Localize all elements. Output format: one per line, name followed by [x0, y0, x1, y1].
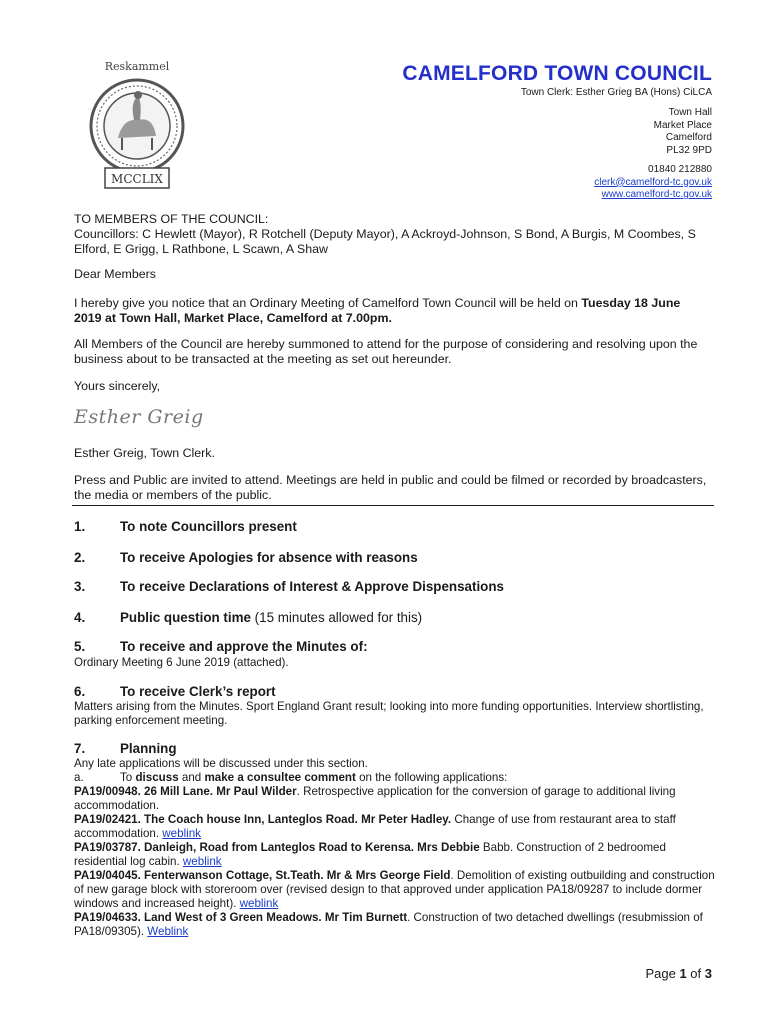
application-ref: PA19/02421. The Coach house Inn, Lanteglos Road. Mr Peter Hadley. — [74, 813, 452, 826]
weblink[interactable]: Weblink — [147, 925, 189, 938]
agenda-number: 6. — [74, 684, 86, 699]
agenda-title: To receive Apologies for absence with reasons — [120, 550, 418, 565]
notice-text: I hereby give you notice that an Ordinary Meeting of Camelford Town Council will be held on — [74, 296, 582, 310]
application-desc: . Demolition of existing outbuilding and construction of new garage block with storeroom over (revised design to that approved under application PA18/09287 to include dormer windows and increased height). — [74, 869, 715, 910]
signoff-line: Esther Greig, Town Clerk. — [74, 446, 215, 460]
weblink[interactable]: weblink — [239, 897, 279, 910]
agenda-item-7 — [74, 741, 177, 756]
weblink[interactable]: weblink — [162, 827, 201, 840]
address-block — [654, 107, 712, 157]
agenda-title: To note Councillors present — [120, 519, 297, 534]
agenda-title: Planning — [120, 741, 177, 756]
planning-section — [74, 757, 719, 939]
page-total: 3 — [704, 966, 712, 981]
agenda-item-1 — [74, 519, 297, 534]
planning-application — [74, 841, 719, 869]
page-label: Page — [645, 966, 680, 981]
agenda-item-6 — [74, 684, 276, 699]
closing-line: Yours sincerely, — [74, 379, 161, 393]
email-link[interactable]: clerk@camelford-tc.gov.uk — [594, 176, 712, 188]
agenda-title: To receive and approve the Minutes of: — [120, 639, 368, 654]
agenda-title: To receive Declarations of Interest & Approve Dispensations — [120, 579, 504, 594]
application-ref: PA19/03787. Danleigh, Road from Lanteglos Road to Kerensa. Mrs Debbie — [74, 841, 480, 854]
weblink[interactable]: weblink — [182, 855, 222, 868]
planning-intro: Any late applications will be discussed under this section. — [74, 757, 368, 770]
crest-year-text: MCCLIX — [111, 172, 163, 186]
sub-a-text: and — [178, 771, 205, 784]
press-notice: Press and Public are invited to attend. Meetings are held in public and could be filmed or recorded by broadcasters, the media or members of the public. — [74, 473, 707, 502]
to-members-line: TO MEMBERS OF THE COUNCIL: — [74, 212, 269, 226]
agenda-number: 5. — [74, 639, 86, 654]
salutation: Dear Members — [74, 267, 156, 281]
council-title: CAMELFORD TOWN COUNCIL — [402, 62, 712, 85]
page-number — [645, 966, 712, 981]
handwritten-signature: Esther Greig — [74, 406, 204, 428]
agenda-item-6-detail: Matters arising from the Minutes. Sport England Grant result; looking into more funding opportunities. Interview shortlisting, parking enforcement meeting. — [74, 700, 704, 727]
addressee-block — [74, 212, 714, 257]
sub-a-bold: make a consultee comment — [204, 771, 356, 784]
sub-a-bold: discuss — [135, 771, 179, 784]
planning-application — [74, 869, 719, 911]
council-crest-logo — [78, 56, 196, 196]
address-line: Market Place — [653, 119, 712, 131]
agenda-number: 2. — [74, 550, 86, 565]
agenda-title: Public question time — [120, 610, 251, 625]
application-desc: Change of use from restaurant area to staff accommodation. — [74, 813, 676, 840]
contact-block — [594, 164, 712, 202]
page-of: of — [686, 966, 705, 981]
sub-a-text: To — [120, 771, 136, 784]
summons-paragraph: All Members of the Council are hereby summoned to attend for the purpose of considering and resolving upon the business about to be transacted at the meeting as set out hereunder. — [74, 337, 698, 366]
phone-number: 01840 212880 — [648, 164, 712, 175]
meeting-notice — [74, 296, 714, 326]
agenda-title: To receive Clerk’s report — [120, 684, 276, 699]
crest-banner-text: Reskammel — [104, 60, 170, 73]
agenda-number: 4. — [74, 610, 86, 625]
planning-application — [74, 813, 719, 841]
address-line: Town Hall — [668, 107, 712, 118]
page-current: 1 — [679, 966, 687, 981]
application-ref: PA19/04045. Fenterwanson Cottage, St.Teath. Mr & Mrs George Field — [74, 869, 451, 882]
application-ref: PA19/00948. 26 Mill Lane. Mr Paul Wilder — [74, 785, 297, 798]
sub-a-text: on the following applications: — [355, 771, 508, 784]
agenda-item-5 — [74, 639, 368, 654]
application-desc: . Retrospective application for the conversion of garage to additional living accommodation. — [74, 785, 676, 812]
agenda-item-4 — [74, 610, 422, 625]
address-line: PL32 9PD — [666, 144, 712, 156]
section-divider — [72, 505, 714, 506]
agenda-number: 1. — [74, 519, 86, 534]
application-desc: . Construction of two detached dwellings (resubmission of PA18/09305). — [74, 911, 703, 938]
sub-item-label: a. — [74, 771, 84, 784]
agenda-number: 3. — [74, 579, 86, 594]
councillors-list: Councillors: C Hewlett (Mayor), R Rotchell (Deputy Mayor), A Ackroyd-Johnson, S Bond, A Burgis, M Coombes, S Elford, E Grigg, L Rathbone, L Scawn, A Shaw — [74, 227, 696, 256]
notice-venue: 2019 at Town Hall, Market Place, Camelford at 7.00pm. — [74, 311, 392, 325]
agenda-number: 7. — [74, 741, 86, 756]
planning-application — [74, 911, 719, 939]
notice-date: Tuesday 18 June — [581, 296, 681, 310]
application-ref: PA19/04633. Land West of 3 Green Meadows. Mr Tim Burnett — [74, 911, 408, 924]
town-clerk-line: Town Clerk: Esther Grieg BA (Hons) CiLCA — [520, 87, 712, 98]
application-desc: Babb. Construction of 2 bedroomed residential log cabin. — [74, 841, 666, 868]
agenda-item-5-detail: Ordinary Meeting 6 June 2019 (attached). — [74, 656, 289, 669]
planning-application — [74, 785, 719, 813]
agenda-item-3 — [74, 579, 504, 594]
website-link[interactable]: www.camelford-tc.gov.uk — [601, 189, 712, 201]
agenda-note: (15 minutes allowed for this) — [250, 610, 423, 625]
planning-sub-a — [74, 771, 719, 785]
address-line: Camelford — [665, 132, 712, 144]
agenda-item-2 — [74, 550, 418, 565]
